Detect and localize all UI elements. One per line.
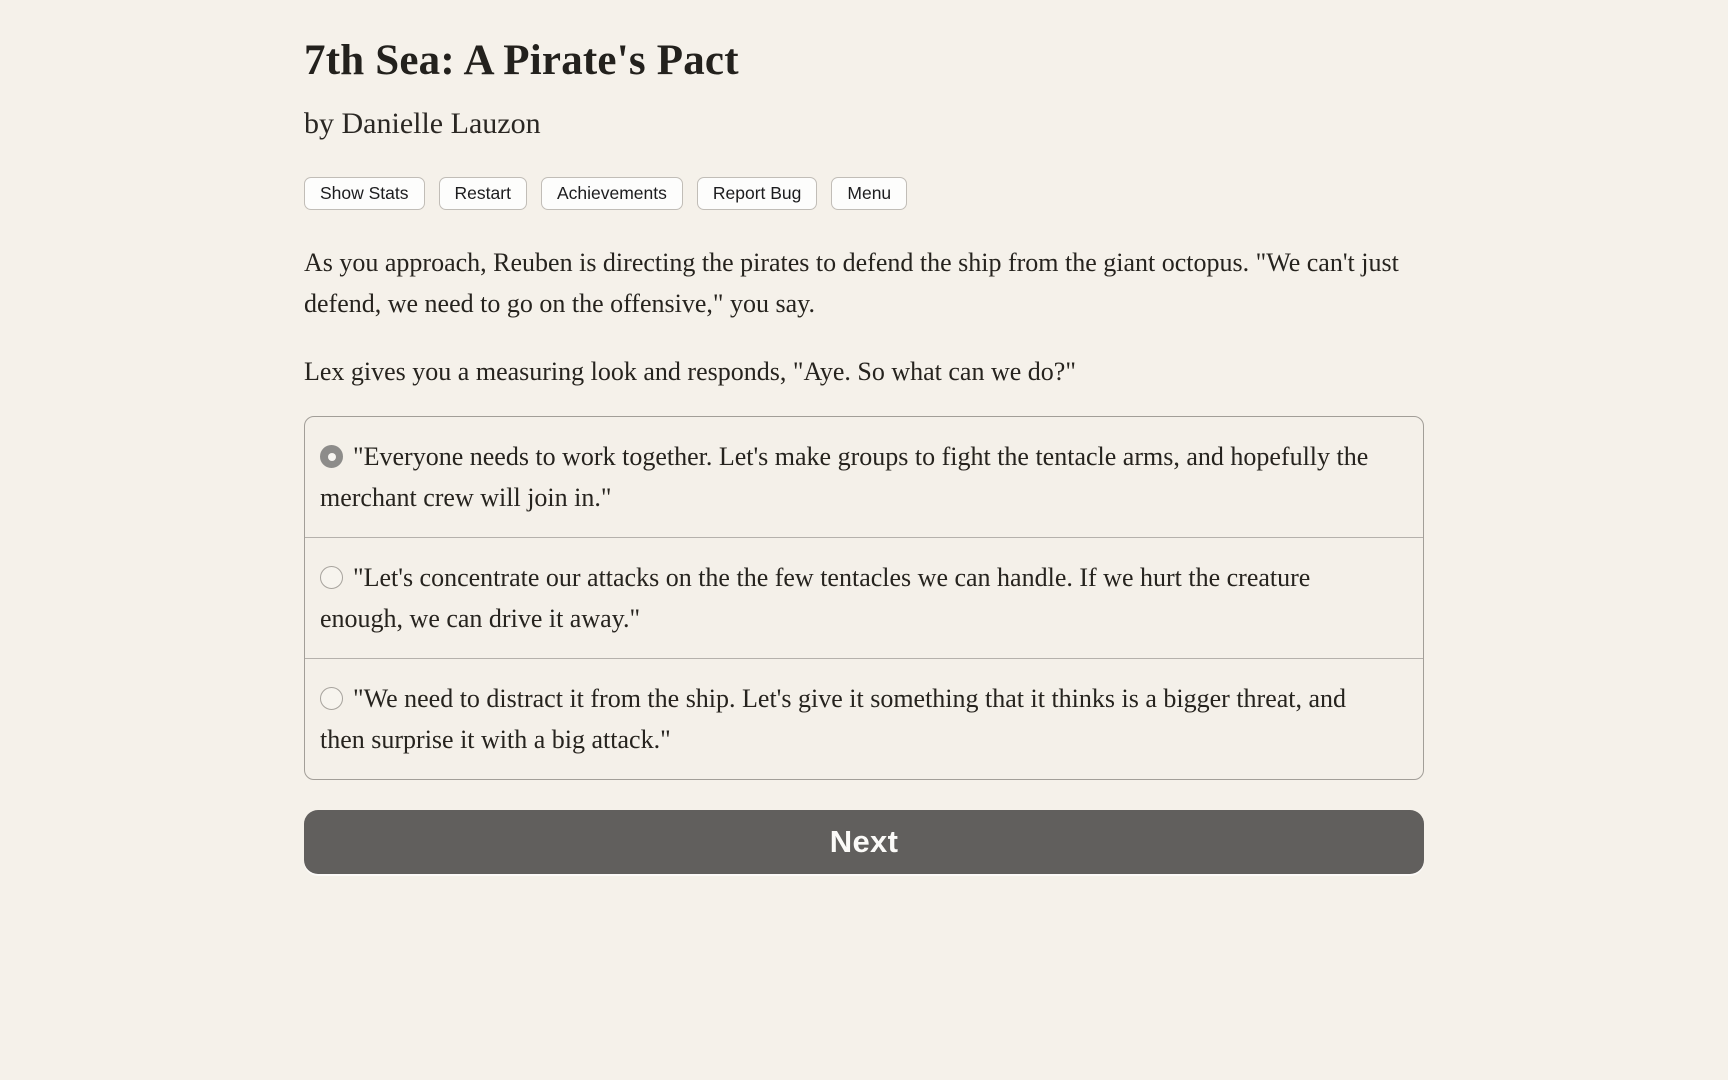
story-text [304,242,1424,392]
next-button[interactable]: Next [304,810,1424,874]
story-paragraph: Lex gives you a measuring look and responds, "Aye. So what can we do?" [304,357,1076,387]
choice-option-label: "Let's concentrate our attacks on the the few tentacles we can handle. If we hurt the creature enough, we can drive it away." [320,563,1311,634]
choice-group [304,416,1424,780]
radio-selected-icon[interactable] [320,445,343,468]
content-column [304,36,1424,874]
toolbar [304,177,1424,210]
restart-button[interactable]: Restart [439,177,527,210]
choice-option-1[interactable] [305,417,1423,537]
choice-option-label: "Everyone needs to work together. Let's make groups to fight the tentacle arms, and hopefully the merchant crew will join in." [320,442,1369,513]
choice-option-label: "We need to distract it from the ship. Let's give it something that it thinks is a bigger threat, and then surprise it with a big attack." [320,684,1347,755]
story-paragraph: As you approach, Reuben is directing the pirates to defend the ship from the giant octopus. "We can't just defend, we need to go on the offensive," you say. [304,248,1399,319]
report-bug-button[interactable]: Report Bug [697,177,818,210]
show-stats-button[interactable]: Show Stats [304,177,425,210]
choice-option-3[interactable] [305,658,1423,779]
achievements-button[interactable]: Achievements [541,177,683,210]
choice-option-2[interactable] [305,537,1423,658]
radio-icon[interactable] [320,566,343,589]
page-title: 7th Sea: A Pirate's Pact [304,37,739,84]
author-byline: by Danielle Lauzon [304,107,541,141]
menu-button[interactable]: Menu [831,177,907,210]
radio-icon[interactable] [320,687,343,710]
